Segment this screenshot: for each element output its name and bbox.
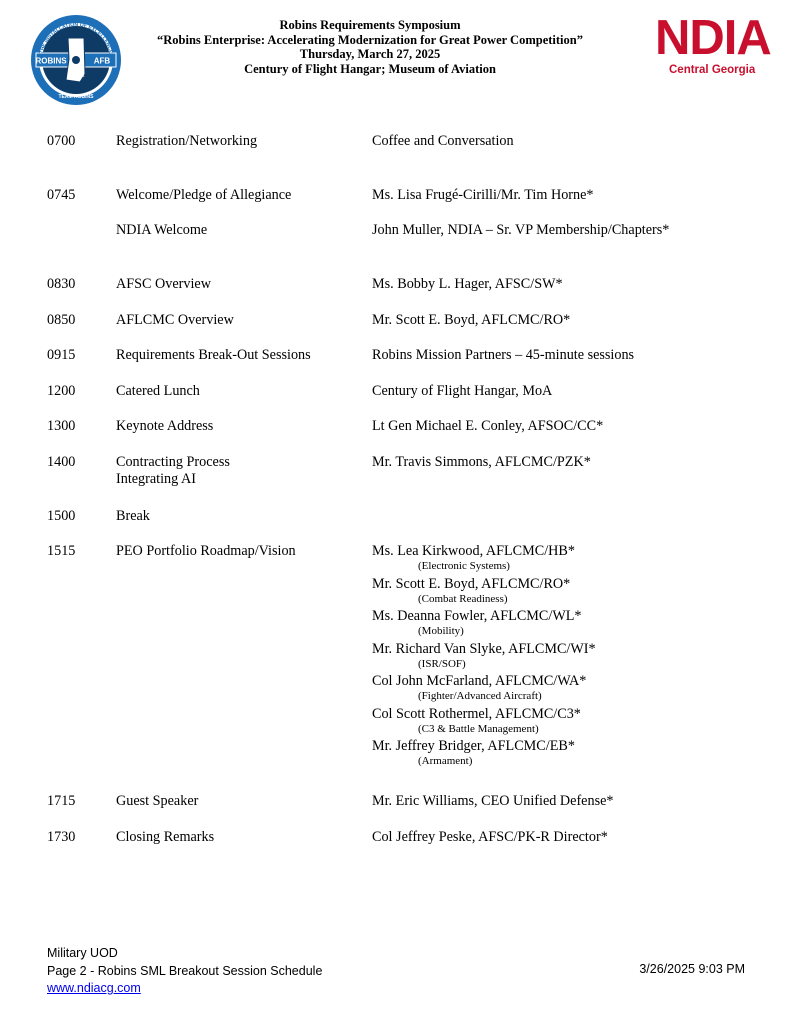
- page-footer: [47, 945, 322, 998]
- row-event: Keynote Address: [116, 418, 214, 434]
- speaker-note: (C3 & Battle Management): [418, 722, 539, 735]
- speaker-name: Robins Mission Partners – 45-minute sessions: [372, 347, 635, 363]
- speaker-name: Col John McFarland, AFLCMC/WA*: [372, 673, 587, 689]
- row-event: Catered Lunch: [116, 383, 200, 399]
- row-speakers: [372, 454, 772, 471]
- row-time: 1500: [47, 508, 76, 524]
- speaker-name: Mr. Richard Van Slyke, AFLCMC/WI*: [372, 640, 596, 657]
- speaker-name: Century of Flight Hangar, MoA: [372, 383, 553, 399]
- row-speakers: [372, 383, 772, 400]
- speaker-name: Mr. Scott E. Boyd, AFLCMC/RO*: [372, 312, 571, 328]
- speaker-name: Mr. Jeffrey Bridger, AFLCMC/EB*: [372, 738, 575, 754]
- speaker-note: (Mobility): [418, 625, 464, 637]
- header-line: Century of Flight Hangar; Museum of Aviation: [244, 61, 496, 76]
- speaker-name: Mr. Eric Williams, CEO Unified Defense*: [372, 793, 614, 809]
- row-event: Registration/Networking: [116, 133, 258, 149]
- row-speakers: [372, 276, 772, 293]
- event-line: Contracting Process: [116, 454, 230, 470]
- row-speakers: [372, 793, 772, 810]
- seal-est-text: EST 1941: [67, 73, 85, 78]
- seal-left-text: ROBINS: [35, 56, 67, 66]
- row-speakers: [372, 133, 772, 150]
- speaker-name: Mr. Travis Simmons, AFLCMC/PZK*: [372, 454, 591, 470]
- footer-classification: Military UOD: [47, 946, 118, 960]
- row-time: 1515: [47, 543, 76, 559]
- row-event: [116, 454, 230, 488]
- row-time: 0830: [47, 276, 76, 292]
- footer-page-label: Page 2 - Robins SML Breakout Session Schedule: [47, 963, 323, 978]
- row-speakers: [372, 312, 772, 329]
- robins-afb-seal-logo: [30, 14, 122, 106]
- speaker-note: (ISR/SOF): [418, 657, 466, 670]
- speaker-name: Ms. Bobby L. Hager, AFSC/SW*: [372, 276, 563, 292]
- speaker-note: (Electronic Systems): [418, 560, 510, 572]
- footer-datetime: 3/26/2025 9:03 PM: [639, 962, 745, 976]
- ndia-logo-subtitle: Central Georgia: [669, 64, 756, 76]
- footer-website-link[interactable]: www.ndiacg.com: [47, 981, 141, 995]
- header-line: Thursday, March 27, 2025: [299, 47, 441, 61]
- row-time: 0915: [47, 347, 76, 363]
- row-time: 0700: [47, 133, 76, 149]
- speaker-name: Ms. Lisa Frugé-Cirilli/Mr. Tim Horne*: [372, 187, 594, 203]
- speaker-name: John Muller, NDIA – Sr. VP Membership/Chapters*: [372, 222, 670, 238]
- speaker-name: Col Scott Rothermel, AFLCMC/C3*: [372, 705, 581, 722]
- row-event: NDIA Welcome: [116, 222, 208, 238]
- row-speakers: [372, 347, 772, 364]
- seal-top-text: THE INSTALLATION OF EXCELLENCE: [38, 21, 114, 55]
- row-time: 1715: [47, 793, 76, 809]
- row-speakers: [372, 222, 772, 239]
- row-time: 0850: [47, 312, 76, 328]
- speaker-name: Ms. Deanna Fowler, AFLCMC/WL*: [372, 608, 582, 624]
- row-event: AFLCMC Overview: [116, 312, 234, 328]
- speaker-note: (Armament): [418, 755, 473, 767]
- ndia-logo-mark: NDIA: [655, 11, 771, 65]
- row-speakers: [372, 543, 772, 771]
- header-line: “Robins Enterprise: Accelerating Modernization for Great Power Competition”: [157, 32, 583, 47]
- row-time: 1300: [47, 418, 76, 434]
- row-time: 1730: [47, 829, 76, 845]
- speaker-name: Mr. Scott E. Boyd, AFLCMC/RO*: [372, 575, 571, 592]
- row-event: PEO Portfolio Roadmap/Vision: [116, 543, 296, 559]
- speaker-note: (Fighter/Advanced Aircraft): [418, 690, 542, 702]
- row-speakers: [372, 187, 772, 204]
- speaker-name: Coffee and Conversation: [372, 133, 514, 149]
- row-time: 0745: [47, 187, 76, 203]
- document-header: [130, 18, 610, 76]
- header-line: Robins Requirements Symposium: [279, 18, 461, 32]
- row-event: Break: [116, 508, 150, 524]
- row-speakers: [372, 829, 772, 846]
- speaker-name: Lt Gen Michael E. Conley, AFSOC/CC*: [372, 418, 604, 434]
- row-time: 1400: [47, 454, 76, 470]
- seal-bottom-text: TEAM ROBINS: [58, 94, 94, 100]
- speaker-note: (Combat Readiness): [418, 592, 508, 605]
- speaker-name: Col Jeffrey Peske, AFSC/PK-R Director*: [372, 829, 608, 845]
- row-speakers: [372, 418, 772, 435]
- row-time: 1200: [47, 383, 76, 399]
- row-event: Requirements Break-Out Sessions: [116, 347, 311, 363]
- row-event: AFSC Overview: [116, 276, 211, 292]
- row-event: Closing Remarks: [116, 829, 215, 845]
- ndia-central-georgia-logo: [655, 11, 777, 76]
- row-event: Guest Speaker: [116, 793, 199, 809]
- event-line: Integrating AI: [116, 471, 196, 487]
- seal-right-text: AFB: [93, 56, 111, 66]
- speaker-name: Ms. Lea Kirkwood, AFLCMC/HB*: [372, 543, 575, 559]
- row-event: Welcome/Pledge of Allegiance: [116, 187, 292, 203]
